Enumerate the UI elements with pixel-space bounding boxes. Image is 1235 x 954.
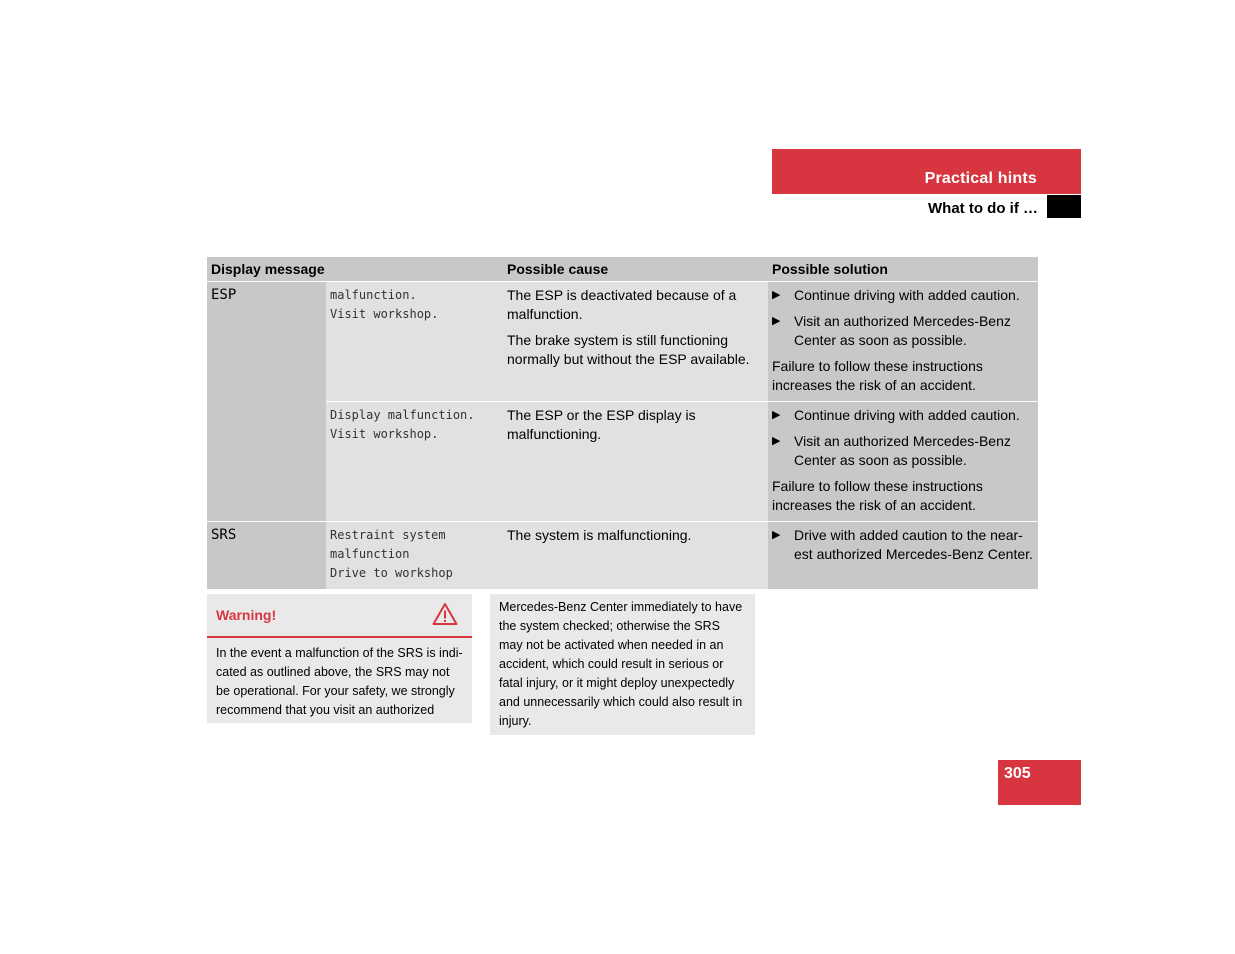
section-header	[772, 149, 1081, 194]
solution-note: Failure to follow these instructions increases the risk of an accident.	[772, 478, 983, 513]
possible-solution	[768, 522, 1038, 590]
cause-text: The system is malfunctioning.	[507, 527, 692, 543]
display-text-line: Drive to workshop	[330, 566, 453, 580]
page-number: 305	[998, 760, 1081, 805]
display-text-line: malfunction.	[330, 288, 417, 302]
solution-item: ▶ Visit an authorized Mercedes-Benz Center as soon as possible.	[772, 313, 1011, 348]
warning-triangle-icon	[432, 602, 458, 626]
cause-text: The brake system is still functioning normally but without the ESP available.	[507, 332, 750, 367]
possible-solution	[768, 402, 1038, 522]
warning-title: Warning!	[216, 607, 277, 623]
section-marker	[1047, 195, 1081, 218]
display-text-line: Visit workshop.	[330, 307, 439, 321]
possible-cause	[503, 282, 768, 402]
table-row	[207, 282, 1038, 402]
subsection-title: What to do if …	[928, 200, 1038, 217]
solution-note: Failure to follow these instructions increases the risk of an accident.	[772, 358, 983, 393]
possible-cause	[503, 402, 768, 522]
solution-item: ▶ Continue driving with added caution.	[772, 287, 1020, 303]
column-header-possible-solution: Possible solution	[768, 257, 1038, 282]
display-text	[326, 282, 503, 402]
cause-text: The ESP or the ESP display is malfunctioning.	[507, 407, 696, 442]
solution-item: ▶ Continue driving with added caution.	[772, 407, 1020, 423]
table-row	[207, 402, 1038, 522]
table-header-row	[207, 257, 1038, 282]
warning-continued: Mercedes-Benz Center immediately to have the system checked; otherwise the SRS may not be activated when needed in an accident, which could result in serious or fatal injury, or it might deploy unexpectedly and unnecessarily which could also result in injury.	[490, 594, 755, 735]
display-text-line: Visit workshop.	[330, 427, 439, 441]
display-text-line: malfunction	[330, 547, 410, 561]
triangle-right-icon: ▶	[772, 315, 781, 327]
solution-item: ▶ Visit an authorized Mercedes-Benz Center as soon as possible.	[772, 433, 1011, 468]
warning-body: In the event a malfunction of the SRS is indi-cated as outlined above, the SRS may not be operational. For your safety, we strongly recommend that you visit an authorized	[216, 646, 463, 717]
cause-text: The ESP is deactivated because of a malfunction.	[507, 287, 737, 322]
triangle-right-icon: ▶	[772, 289, 781, 301]
triangle-right-icon: ▶	[772, 409, 781, 421]
display-message-table	[207, 257, 1038, 589]
display-text-line: Restraint system	[330, 528, 446, 542]
display-code: SRS	[207, 522, 326, 590]
section-title: Practical hints	[924, 170, 1037, 187]
possible-cause	[503, 522, 768, 590]
column-header-possible-cause: Possible cause	[503, 257, 768, 282]
warning-box	[207, 594, 472, 723]
display-text-line: Display malfunction.	[330, 408, 475, 422]
column-header-display-message: Display message	[207, 257, 503, 282]
triangle-right-icon: ▶	[772, 435, 781, 447]
warning-header	[207, 594, 472, 638]
solution-item: ▶ Drive with added caution to the near-est authorized Mercedes-Benz Center.	[772, 527, 1033, 562]
display-text	[326, 522, 503, 590]
possible-solution	[768, 282, 1038, 402]
table-row	[207, 522, 1038, 590]
display-code: ESP	[207, 282, 326, 522]
display-text	[326, 402, 503, 522]
triangle-right-icon: ▶	[772, 529, 781, 541]
